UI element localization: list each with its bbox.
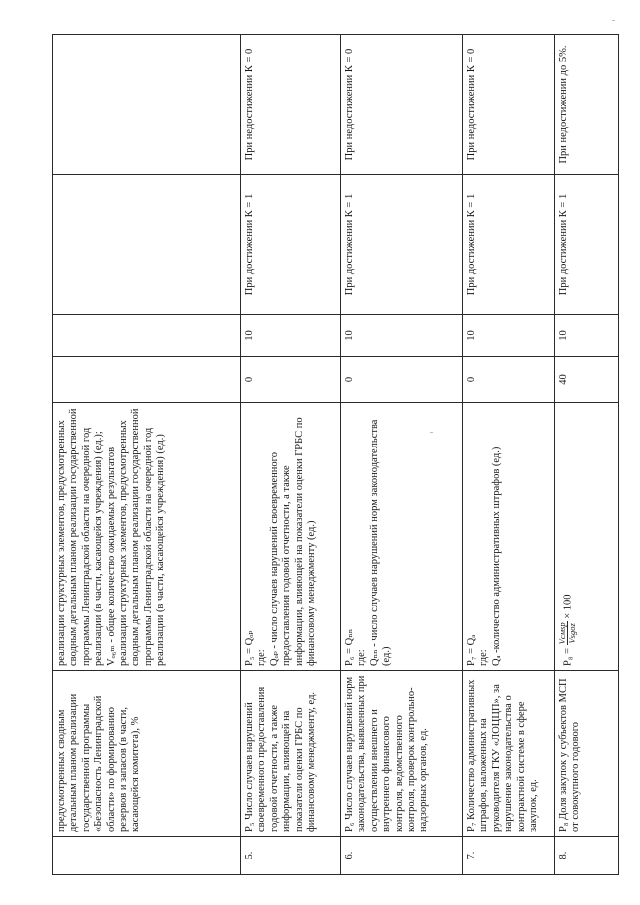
weight-cell <box>53 315 241 357</box>
achieved-cell: При достижении К = 1 <box>241 175 341 315</box>
formula-line: Vₒ₆ₘ - общее количество ожидаемых результатов реализации структурных элементов, предусмотренных сводным детальным планом реализации государственной программы Ленинградской области на очередной год реализации (в части, касающейся учреждения) (ед.) <box>105 408 166 666</box>
row-number: 8. <box>555 837 619 875</box>
indicator-cell: P₆ Число случаев нарушений норм законодательства, выявленных при осуществлении внешнего и внутреннего финансового контроля, ведомственного контроля, проверок контрольно-надзорных органов, ед. <box>341 671 463 837</box>
target-cell: 0 <box>241 357 341 403</box>
not-achieved-cell: При недостижении К = 0 <box>463 35 555 175</box>
scan-speck <box>612 20 615 21</box>
achieved-cell <box>53 175 241 315</box>
table-row <box>241 35 341 875</box>
weight-cell: 10 <box>341 315 463 357</box>
target-cell: 0 <box>341 357 463 403</box>
formula-line: реализации структурных элементов, предусмотренных сводным детальным планом реализации государственной программы Ленинградской области на очередной год реализации (в части, касающейся учреждения) (ед.); <box>56 408 105 666</box>
formula-line: где: <box>478 649 490 666</box>
formula-line: P₅ = Qₒₚ <box>244 630 255 666</box>
row-number: 6. <box>341 837 463 875</box>
formula-line: P₆ = Qₙₙ <box>344 628 355 666</box>
fraction-denominator: Vsgoz <box>567 623 578 644</box>
table-row <box>463 35 555 875</box>
rotated-table-wrapper <box>52 35 618 875</box>
not-achieved-cell: При недостижении К = 0 <box>241 35 341 175</box>
indicator-cell: P₅ Число случаев нарушений своевременного предоставления годовой отчетности, а также информации, влияющей на показатели оценки ГРБС по финансовому менеджменту, ед. <box>241 671 341 837</box>
table-row <box>555 35 619 875</box>
weight-cell: 10 <box>241 315 341 357</box>
achieved-cell: При достижении К = 1 <box>341 175 463 315</box>
formula-line: Qₐ -количество административных штрафов (ед.) <box>490 446 502 666</box>
indicator-cell: P₇ Количество административных штрафов, наложенных на руководителя ГКУ «ЛОЦЦП», за нарушение законодательства о контрактной системе в сфере закупок, ед. <box>463 671 555 837</box>
row-number: 7. <box>463 837 555 875</box>
target-cell <box>53 357 241 403</box>
achieved-cell: При достижении К = 1 <box>555 175 619 315</box>
formula-line: P₇ = Qₐ <box>466 634 477 666</box>
formula-cell <box>241 403 341 671</box>
weight-cell: 10 <box>463 315 555 357</box>
formula-line: Qₒₚ - число случаев нарушений своевременного предоставления годовой отчетности, а также информации, влияющей на показатели оценки ГРБС по финансовому менеджменту (ед.) <box>268 417 317 666</box>
formula-fraction <box>558 621 578 645</box>
row-number: 5. <box>241 837 341 875</box>
formula-prefix: P₈ = <box>562 647 574 666</box>
not-achieved-cell: При недостижении до 5%. <box>555 35 619 175</box>
not-achieved-cell <box>53 35 241 175</box>
formula-line: где: <box>256 649 268 666</box>
indicator-cell: предусмотренных сводным детальным планом реализации государственной программы «Безопасность Ленинградской области» по формированию резервов и запасов (в части, касающейся комитета), % <box>53 671 241 837</box>
target-cell: 0 <box>463 357 555 403</box>
table-row <box>341 35 463 875</box>
indicator-cell: P₈ Доля закупок у субъектов МСП от совокупного годового <box>555 671 619 837</box>
formula-line: Qₙₙ - число случаев нарушений норм законодательства (ед.) <box>368 419 393 666</box>
achieved-cell: При достижении К = 1 <box>463 175 555 315</box>
table-row <box>53 35 241 875</box>
criteria-table <box>52 34 619 875</box>
formula-suffix: × 100 <box>562 594 574 619</box>
target-cell: 40 <box>555 357 619 403</box>
formula-line: где: <box>356 649 368 666</box>
formula-cell <box>341 403 463 671</box>
formula-cell <box>555 403 619 671</box>
not-achieved-cell: При недостижении К = 0 <box>341 35 463 175</box>
formula-cell <box>53 403 241 671</box>
formula-cell <box>463 403 555 671</box>
row-number <box>53 837 241 875</box>
fraction-numerator: Vсмsp <box>557 622 567 645</box>
weight-cell: 10 <box>555 315 619 357</box>
